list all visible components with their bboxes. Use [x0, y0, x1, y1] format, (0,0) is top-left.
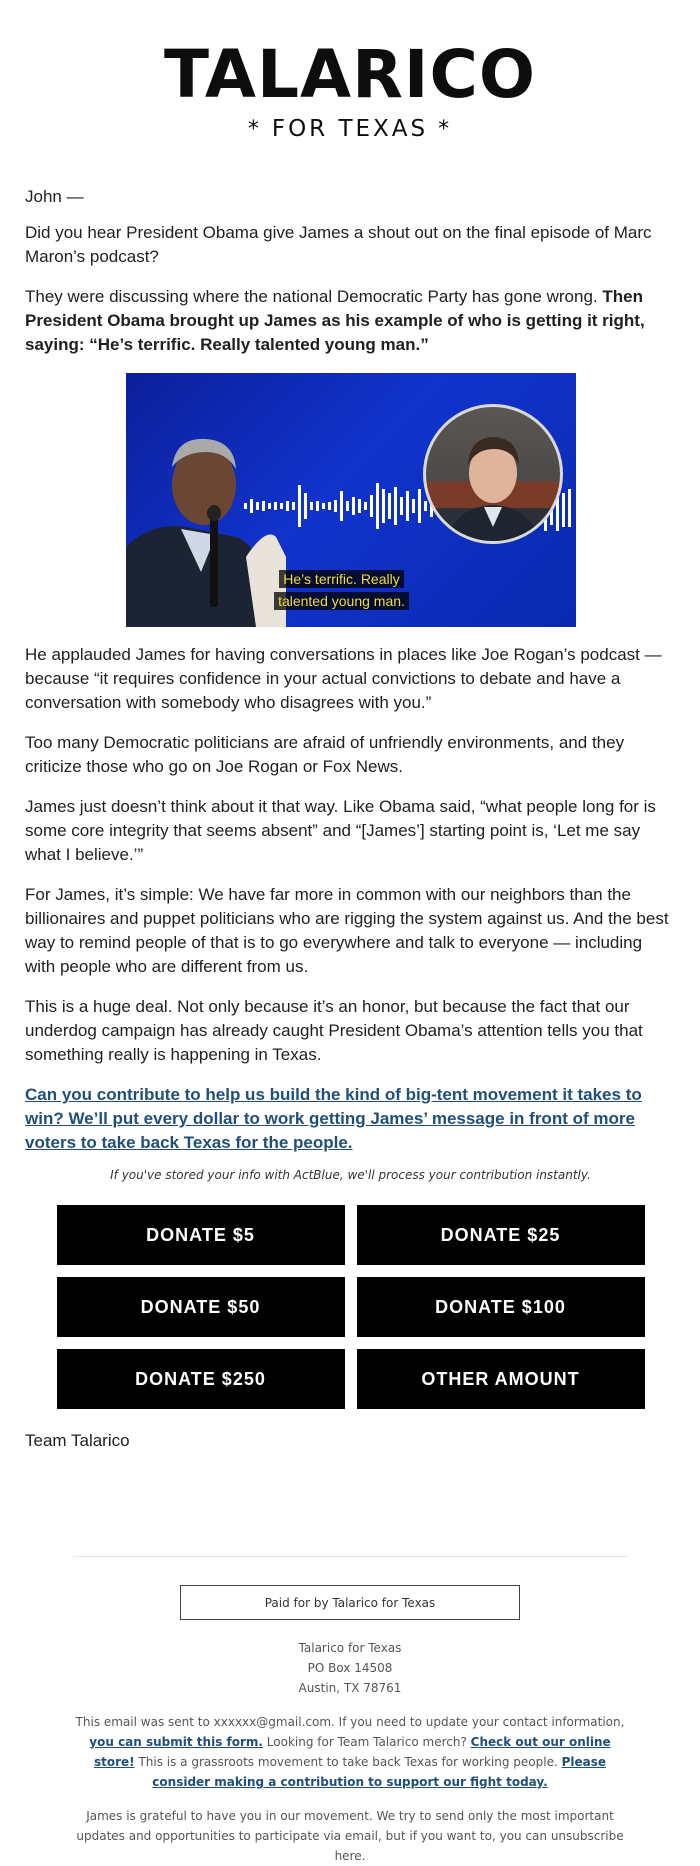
- footer-sent-notice: [74, 1712, 626, 1792]
- address-line: Talarico for Texas: [298, 1641, 402, 1655]
- email-footer: [0, 1556, 700, 1866]
- james-photo: [423, 404, 563, 544]
- caption-line: talented young man.: [274, 592, 409, 610]
- update-contact-link[interactable]: you can submit this form.: [89, 1735, 263, 1749]
- signoff: Team Talarico: [25, 1431, 130, 1450]
- greeting: John —: [25, 187, 84, 206]
- donate-50-button[interactable]: DONATE $50: [57, 1277, 345, 1337]
- address-line: Austin, TX 78761: [298, 1681, 402, 1695]
- mailing-address: [0, 1638, 700, 1698]
- logo-wordmark: TALARICO: [163, 36, 537, 113]
- paragraph: He applauded James for having conversations in places like Joe Rogan’s podcast — because “it requires confidence in your actual convictions to debate and have a conversation with somebody who disagrees with you.”: [25, 645, 662, 712]
- donate-25-button[interactable]: DONATE $25: [357, 1205, 645, 1265]
- star-icon: *: [247, 117, 262, 142]
- donate-100-button[interactable]: DONATE $100: [357, 1277, 645, 1337]
- paragraph: James just doesn’t think about it that way. Like Obama said, “what people long for is some core integrity that seems absent” and “[James’] starting point is, ‘Let me say what I believe.’”: [25, 797, 656, 864]
- cta-paragraph: [25, 1083, 676, 1155]
- email-body: [0, 185, 700, 1453]
- video-caption: [269, 568, 415, 612]
- donate-250-button[interactable]: DONATE $250: [57, 1349, 345, 1409]
- donate-button-grid: [25, 1205, 676, 1409]
- footer-text: This email was sent to xxxxxx@gmail.com. If you need to update your contact information,: [75, 1715, 625, 1729]
- address-line: PO Box 14508: [307, 1661, 393, 1675]
- paragraph: This is a huge deal. Not only because it’s an honor, but because the fact that our underdog campaign has already caught President Obama’s attention tells you that something really is happening in Texas.: [25, 997, 643, 1064]
- online-store-link[interactable]: Check out our online store!: [93, 1735, 611, 1769]
- star-icon: *: [438, 117, 453, 142]
- footer-divider: [73, 1556, 627, 1557]
- email-header: [0, 0, 700, 140]
- donate-5-button[interactable]: DONATE $5: [57, 1205, 345, 1265]
- paragraph: [25, 285, 676, 357]
- paragraph-bold-text: Then President Obama brought up James as his example of who is getting it right, saying: “He’s terrific. Really talented young man.”: [25, 287, 645, 354]
- paragraph: For James, it’s simple: We have far more in common with our neighbors than the billionaires and puppet politicians who are rigging the system against us. And the best way to remind people of that is to go everywhere and talk to everyone — including with people who are different from us.: [25, 885, 669, 976]
- logo-subtitle-text: FOR TEXAS: [271, 116, 429, 142]
- footer-grateful-notice: James is grateful to have you in our movement. We try to send only the most important updates and opportunities to participate via email, but if you want to, you can unsubscribe here.: [76, 1809, 624, 1863]
- contribute-footer-link[interactable]: Please consider making a contribution to support our fight today.: [152, 1755, 607, 1789]
- logo-subtitle: [0, 116, 700, 142]
- footer-text: Looking for Team Talarico merch?: [262, 1735, 471, 1749]
- paragraph-text: They were discussing where the national Democratic Party has gone wrong.: [25, 287, 603, 306]
- video-thumbnail[interactable]: [126, 373, 576, 627]
- footer-text: This is a grassroots movement to take back Texas for working people.: [134, 1755, 562, 1769]
- actblue-note: If you've stored your info with ActBlue, we'll process your contribution instantly.: [110, 1168, 591, 1182]
- paid-for-box: Paid for by Talarico for Texas: [180, 1585, 520, 1620]
- other-amount-button[interactable]: OTHER AMOUNT: [357, 1349, 645, 1409]
- paragraph: Did you hear President Obama give James a shout out on the final episode of Marc Maron’s podcast?: [25, 223, 652, 266]
- caption-line: He’s terrific. Really: [279, 570, 403, 588]
- contribute-link[interactable]: Can you contribute to help us build the kind of big-tent movement it takes to win? We’ll put every dollar to work getting James’ message in front of more voters to take back Texas for the people.: [25, 1085, 642, 1152]
- paragraph: Too many Democratic politicians are afraid of unfriendly environments, and they criticize those who go on Joe Rogan or Fox News.: [25, 733, 625, 776]
